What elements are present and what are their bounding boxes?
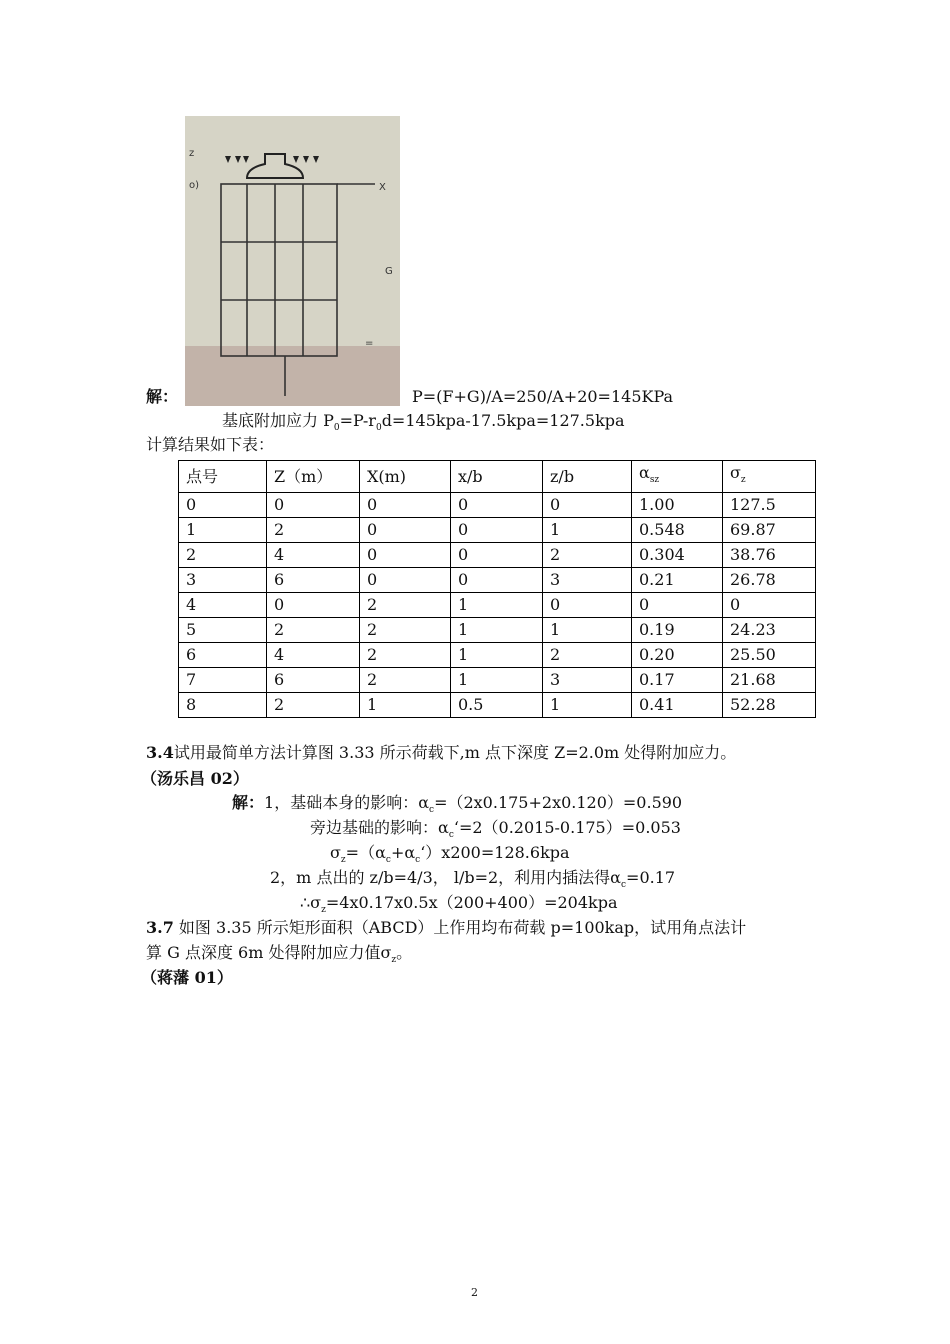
table-cell: 1 <box>543 693 632 718</box>
table-cell: 4 <box>179 593 267 618</box>
solution-3-4-label: 解： <box>232 793 265 812</box>
table-cell: 6 <box>179 643 267 668</box>
table-cell: 0 <box>723 593 816 618</box>
table-cell: 0 <box>360 518 451 543</box>
table-cell: 1 <box>543 518 632 543</box>
problem-3-7-line1 <box>146 917 746 939</box>
table-cell: 0.19 <box>632 618 723 643</box>
problem-3-7-author: （蒋藩 01） <box>141 968 233 987</box>
table-cell: 1 <box>451 643 543 668</box>
sol5-sub: z <box>321 905 326 916</box>
svg-text:o): o) <box>189 180 200 191</box>
page-number: 2 <box>471 1286 478 1299</box>
table-cell: 2 <box>543 543 632 568</box>
sol2-text: 旁边基础的影响：α <box>310 818 449 837</box>
table-cell: 2 <box>360 643 451 668</box>
table-cell: 127.5 <box>723 493 816 518</box>
table-cell: 2 <box>267 518 360 543</box>
solution-label: 解： <box>146 387 179 406</box>
table-cell: 24.23 <box>723 618 816 643</box>
sol3-mid2: +α <box>390 843 416 862</box>
sol1-rest: =（2x0.175+2x0.120）=0.590 <box>434 793 683 812</box>
table-cell: 2 <box>267 693 360 718</box>
table-cell: 8 <box>179 693 267 718</box>
table-cell: 0 <box>179 493 267 518</box>
sol3-sub3: c <box>415 855 421 866</box>
table-cell: 52.28 <box>723 693 816 718</box>
table-cell: 4 <box>267 643 360 668</box>
table-row <box>179 643 816 668</box>
problem-3-4-author: （汤乐昌 02） <box>141 769 249 788</box>
table-cell: 69.87 <box>723 518 816 543</box>
svg-text:X: X <box>379 182 386 193</box>
sol3-sub2: c <box>385 855 391 866</box>
table-cell: 26.78 <box>723 568 816 593</box>
header-zb: z/b <box>543 461 632 493</box>
svg-text:z: z <box>189 148 195 159</box>
table-row <box>179 568 816 593</box>
table-cell: 0 <box>360 543 451 568</box>
table-cell: 7 <box>179 668 267 693</box>
sol5-pre: ∴σ <box>300 893 322 912</box>
header-alpha-sub: sz <box>649 475 660 486</box>
svg-text:G: G <box>385 266 393 277</box>
table-intro: 计算结果如下表： <box>146 435 275 454</box>
table-cell: 0.17 <box>632 668 723 693</box>
sketch-photo <box>185 116 400 406</box>
header-xb: x/b <box>451 461 543 493</box>
table-cell: 0 <box>451 543 543 568</box>
equation-pressure: P=(F+G)/A=250/A+20=145KPa <box>412 387 674 406</box>
eq-base-sub1: 0 <box>375 423 382 434</box>
eq-base-prefix: 基底附加应力 P <box>222 411 334 430</box>
table-cell: 0 <box>451 518 543 543</box>
sol3-mid: =（α <box>345 843 386 862</box>
table-row <box>179 693 816 718</box>
table-cell: 2 <box>360 618 451 643</box>
table-cell: 0 <box>543 593 632 618</box>
table-cell: 6 <box>267 568 360 593</box>
sol5-rest: =4x0.17x0.5x（200+400）=204kpa <box>325 893 618 912</box>
table-row <box>179 493 816 518</box>
sol1-sub: c <box>429 805 435 816</box>
table-cell: 2 <box>179 543 267 568</box>
equation-base-stress <box>222 410 625 439</box>
table-cell: 1.00 <box>632 493 723 518</box>
table-cell: 0 <box>360 568 451 593</box>
table-cell: 0 <box>451 493 543 518</box>
table-cell: 38.76 <box>723 543 816 568</box>
eq-base-sub0: 0 <box>333 423 340 434</box>
table-header-row <box>179 461 816 493</box>
table-cell: 2 <box>543 643 632 668</box>
sol4-rest: =0.17 <box>626 868 676 887</box>
problem-3-4-text: 试用最简单方法计算图 3.33 所示荷载下,m 点下深度 Z=2.0m 处得附加应力。 <box>173 743 737 762</box>
table-cell: 1 <box>451 668 543 693</box>
table-row <box>179 668 816 693</box>
table-row <box>179 543 816 568</box>
table-cell: 1 <box>451 618 543 643</box>
table-cell: 0 <box>267 493 360 518</box>
table-cell: 25.50 <box>723 643 816 668</box>
table-cell: 0.5 <box>451 693 543 718</box>
table-cell: 2 <box>360 668 451 693</box>
table-cell: 6 <box>267 668 360 693</box>
table-cell: 0 <box>451 568 543 593</box>
sol4-text: 2，m 点出的 z/b=4/3， l/b=2，利用内插法得α <box>270 868 621 887</box>
header-z: Z（m） <box>267 461 360 493</box>
table-row <box>179 618 816 643</box>
eq-base-mid: =P-r <box>339 411 376 430</box>
table-cell: 2 <box>360 593 451 618</box>
svg-text:=: = <box>365 338 374 349</box>
eq-base-suffix: d=145kpa-17.5kpa=127.5kpa <box>381 411 625 430</box>
table-cell: 3 <box>543 568 632 593</box>
table-row <box>179 518 816 543</box>
problem-3-7-end: 。 <box>396 943 413 962</box>
problem-3-7-text1: 如图 3.35 所示矩形面积（ABCD）上作用均布荷载 p=100kap，试用角点法计 <box>173 918 747 937</box>
problem-3-7-text2: 算 G 点深度 6m 处得附加应力值σ <box>146 943 392 962</box>
sol3-sub: z <box>340 855 346 866</box>
table-cell: 5 <box>179 618 267 643</box>
table-cell: 0 <box>543 493 632 518</box>
sol2-rest: ‘=2（0.2015-0.175）=0.053 <box>453 818 681 837</box>
sol3-pre: σ <box>330 843 341 862</box>
table-cell: 21.68 <box>723 668 816 693</box>
header-sigma-sub: z <box>740 475 746 486</box>
problem-3-7-sub: z <box>391 955 397 966</box>
header-alpha-main: α <box>639 463 650 482</box>
table-cell: 3 <box>179 568 267 593</box>
table-cell: 0.41 <box>632 693 723 718</box>
table-cell: 1 <box>543 618 632 643</box>
table-cell: 0 <box>360 493 451 518</box>
table-cell: 1 <box>451 593 543 618</box>
results-table <box>178 460 816 718</box>
problem-3-7-number: 3.7 <box>146 918 174 937</box>
sketch-drawing <box>185 116 400 406</box>
table-cell: 4 <box>267 543 360 568</box>
problem-3-4 <box>146 742 736 764</box>
header-sigma <box>723 461 816 493</box>
sol3-rest: ‘）x200=128.6kpa <box>420 843 570 862</box>
table-cell: 0.304 <box>632 543 723 568</box>
header-point: 点号 <box>179 461 267 493</box>
table-cell: 0 <box>632 593 723 618</box>
table-cell: 1 <box>179 518 267 543</box>
header-alpha <box>632 461 723 493</box>
table-cell: 0.21 <box>632 568 723 593</box>
sol1-text: 1，基础本身的影响：α <box>264 793 430 812</box>
sol4-sub: c <box>620 880 627 891</box>
sol2-sub: c <box>448 830 454 841</box>
table-cell: 0 <box>267 593 360 618</box>
table-cell: 0.548 <box>632 518 723 543</box>
table-cell: 3 <box>543 668 632 693</box>
table-cell: 0.20 <box>632 643 723 668</box>
problem-3-4-number: 3.4 <box>146 743 174 762</box>
table-row <box>179 593 816 618</box>
header-sigma-main: σ <box>730 463 741 482</box>
header-x: X(m) <box>360 461 451 493</box>
table-cell: 2 <box>267 618 360 643</box>
table-cell: 1 <box>360 693 451 718</box>
